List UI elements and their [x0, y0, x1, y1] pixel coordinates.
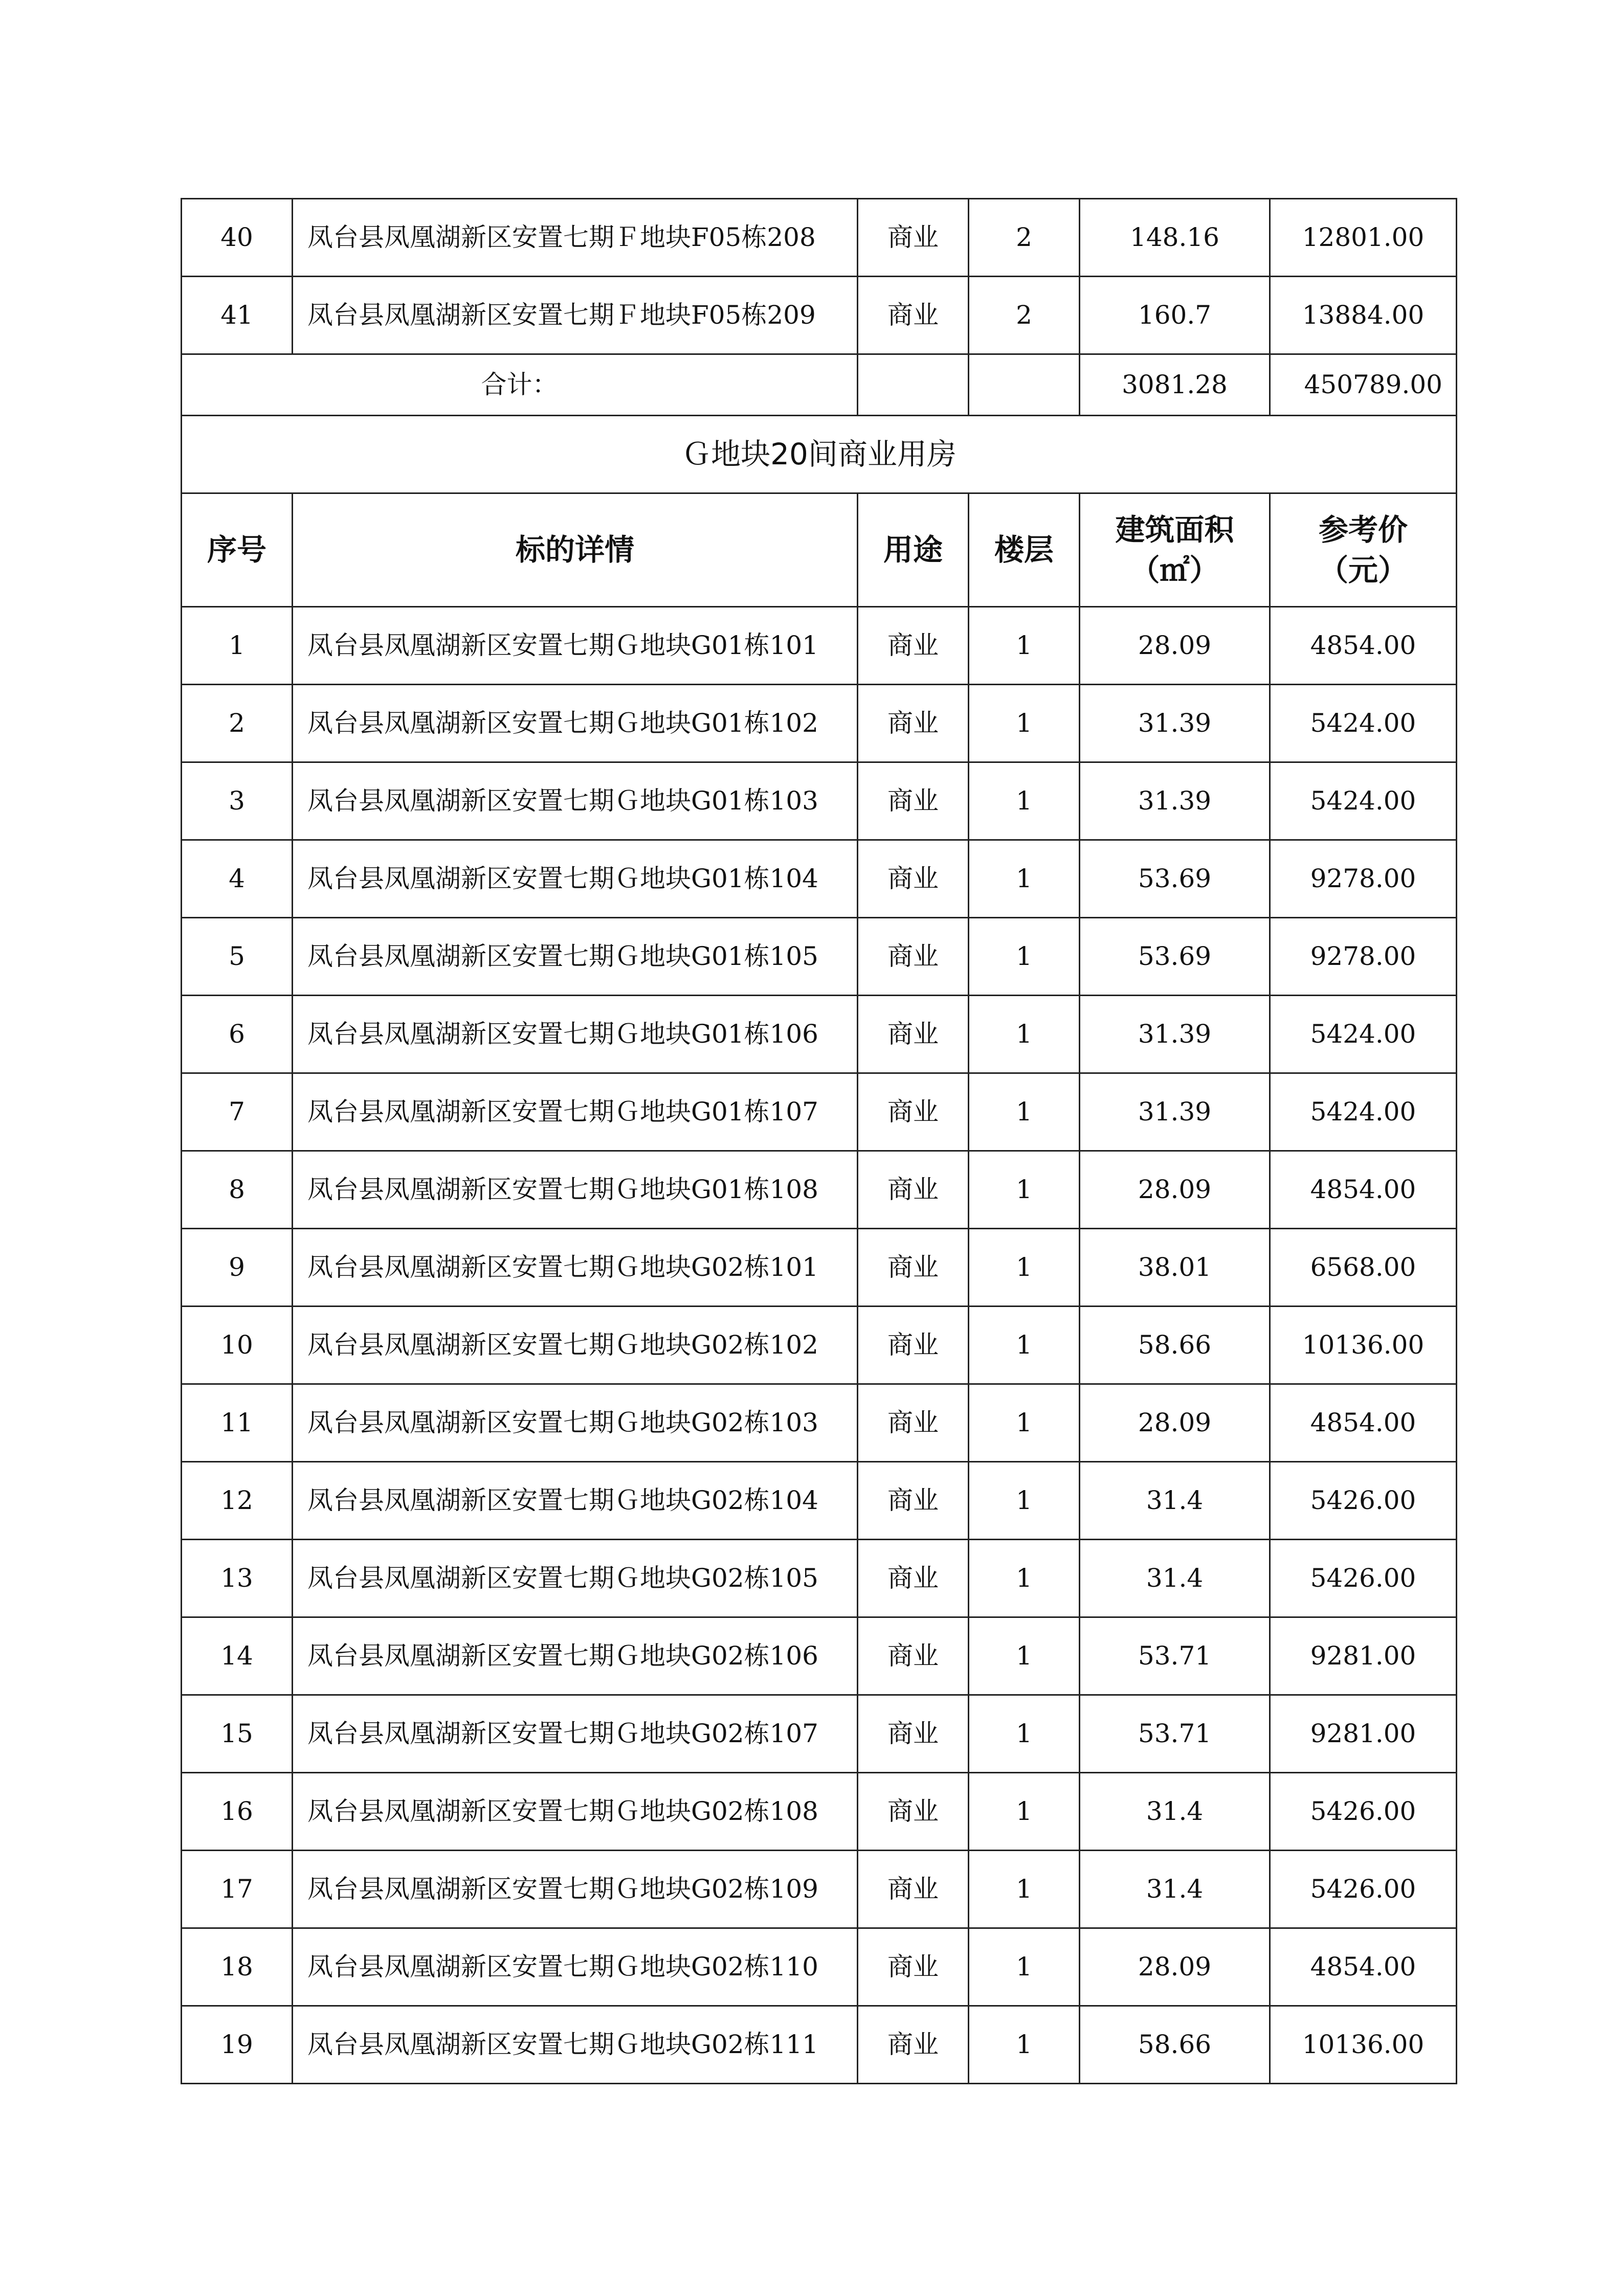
section-title: Ｇ地块20间商业用房: [182, 416, 1457, 493]
header-price-line1: 参考价: [1318, 512, 1408, 548]
property-listing-table: [181, 198, 1457, 2084]
cell-price: 12801.00: [1270, 199, 1457, 277]
cell-no: 16: [182, 1773, 293, 1851]
header-area-line2: （㎡）: [1130, 552, 1219, 588]
header-price: [1270, 493, 1457, 607]
cell-detail: 凤台县凤凰湖新区安置七期Ｇ地块G01栋106: [293, 996, 858, 1073]
cell-area: 53.69: [1080, 840, 1270, 918]
cell-floor: 1: [969, 1695, 1080, 1773]
cell-area: 53.69: [1080, 918, 1270, 996]
section-row: [182, 416, 1457, 493]
total-row: [182, 354, 1457, 416]
total-empty-use: [858, 354, 969, 416]
cell-use: 商业: [858, 277, 969, 354]
header-use: 用途: [858, 493, 969, 607]
cell-area: 38.01: [1080, 1229, 1270, 1307]
cell-area: 31.39: [1080, 762, 1270, 840]
cell-price: 5426.00: [1270, 1540, 1457, 1617]
cell-detail: 凤台县凤凰湖新区安置七期Ｇ地块G01栋104: [293, 840, 858, 918]
cell-no: 8: [182, 1151, 293, 1229]
table-row: [182, 1540, 1457, 1617]
cell-price: 9281.00: [1270, 1695, 1457, 1773]
cell-use: 商业: [858, 2006, 969, 2084]
cell-price: 5426.00: [1270, 1851, 1457, 1928]
total-price: 450789.00: [1270, 354, 1457, 416]
cell-area: 148.16: [1080, 199, 1270, 277]
cell-detail: 凤台县凤凰湖新区安置七期Ｇ地块G02栋101: [293, 1229, 858, 1307]
cell-floor: 1: [969, 1307, 1080, 1384]
cell-no: 41: [182, 277, 293, 354]
cell-area: 58.66: [1080, 1307, 1270, 1384]
cell-price: 5424.00: [1270, 762, 1457, 840]
cell-floor: 1: [969, 1540, 1080, 1617]
header-area-line1: 建筑面积: [1115, 512, 1234, 548]
total-area: 3081.28: [1080, 354, 1270, 416]
cell-use: 商业: [858, 918, 969, 996]
cell-floor: 1: [969, 1229, 1080, 1307]
table-row: [182, 1151, 1457, 1229]
cell-price: 9278.00: [1270, 918, 1457, 996]
cell-floor: 1: [969, 1928, 1080, 2006]
cell-floor: 1: [969, 762, 1080, 840]
total-empty-floor: [969, 354, 1080, 416]
cell-floor: 1: [969, 996, 1080, 1073]
cell-floor: 1: [969, 840, 1080, 918]
cell-use: 商业: [858, 1851, 969, 1928]
cell-no: 3: [182, 762, 293, 840]
table-row: [182, 1773, 1457, 1851]
cell-no: 1: [182, 607, 293, 685]
header-price-line2: （元）: [1318, 552, 1408, 588]
table-row: [182, 1384, 1457, 1462]
cell-floor: 1: [969, 685, 1080, 762]
cell-no: 40: [182, 199, 293, 277]
cell-no: 17: [182, 1851, 293, 1928]
cell-detail: 凤台县凤凰湖新区安置七期Ｇ地块G02栋107: [293, 1695, 858, 1773]
header-floor: 楼层: [969, 493, 1080, 607]
cell-detail: 凤台县凤凰湖新区安置七期Ｇ地块G02栋106: [293, 1617, 858, 1695]
cell-floor: 1: [969, 1773, 1080, 1851]
cell-detail: 凤台县凤凰湖新区安置七期Ｇ地块G01栋103: [293, 762, 858, 840]
cell-use: 商业: [858, 1151, 969, 1229]
cell-use: 商业: [858, 1617, 969, 1695]
cell-detail: 凤台县凤凰湖新区安置七期Ｇ地块G02栋108: [293, 1773, 858, 1851]
cell-price: 5426.00: [1270, 1462, 1457, 1540]
cell-no: 12: [182, 1462, 293, 1540]
cell-use: 商业: [858, 199, 969, 277]
cell-use: 商业: [858, 1307, 969, 1384]
cell-area: 31.4: [1080, 1851, 1270, 1928]
cell-use: 商业: [858, 1773, 969, 1851]
cell-no: 13: [182, 1540, 293, 1617]
cell-price: 4854.00: [1270, 1928, 1457, 2006]
table-row-prev-0: [182, 199, 1457, 277]
header-row: [182, 493, 1457, 607]
table-row: [182, 1695, 1457, 1773]
cell-area: 28.09: [1080, 1151, 1270, 1229]
cell-use: 商业: [858, 1462, 969, 1540]
cell-floor: 1: [969, 1462, 1080, 1540]
cell-area: 53.71: [1080, 1695, 1270, 1773]
cell-no: 9: [182, 1229, 293, 1307]
table-row: [182, 762, 1457, 840]
table-row: [182, 1462, 1457, 1540]
cell-area: 31.39: [1080, 685, 1270, 762]
cell-no: 11: [182, 1384, 293, 1462]
cell-floor: 1: [969, 1151, 1080, 1229]
cell-floor: 1: [969, 607, 1080, 685]
cell-use: 商业: [858, 840, 969, 918]
cell-detail: 凤台县凤凰湖新区安置七期Ｇ地块G01栋107: [293, 1073, 858, 1151]
cell-detail: 凤台县凤凰湖新区安置七期Ｇ地块G02栋102: [293, 1307, 858, 1384]
cell-floor: 1: [969, 1384, 1080, 1462]
cell-use: 商业: [858, 1540, 969, 1617]
cell-detail: 凤台县凤凰湖新区安置七期Ｇ地块G02栋105: [293, 1540, 858, 1617]
cell-area: 31.39: [1080, 996, 1270, 1073]
cell-price: 10136.00: [1270, 2006, 1457, 2084]
cell-price: 10136.00: [1270, 1307, 1457, 1384]
cell-price: 9278.00: [1270, 840, 1457, 918]
cell-area: 28.09: [1080, 1928, 1270, 2006]
cell-price: 5424.00: [1270, 1073, 1457, 1151]
cell-use: 商业: [858, 762, 969, 840]
cell-use: 商业: [858, 996, 969, 1073]
cell-area: 58.66: [1080, 2006, 1270, 2084]
cell-no: 18: [182, 1928, 293, 2006]
table-row: [182, 1928, 1457, 2006]
cell-area: 53.71: [1080, 1617, 1270, 1695]
table-row: [182, 840, 1457, 918]
cell-area: 28.09: [1080, 1384, 1270, 1462]
cell-use: 商业: [858, 1695, 969, 1773]
cell-floor: 1: [969, 918, 1080, 996]
cell-detail: 凤台县凤凰湖新区安置七期Ｆ地块F05栋209: [293, 277, 858, 354]
cell-detail: 凤台县凤凰湖新区安置七期Ｇ地块G02栋103: [293, 1384, 858, 1462]
cell-price: 4854.00: [1270, 1384, 1457, 1462]
cell-no: 2: [182, 685, 293, 762]
cell-no: 15: [182, 1695, 293, 1773]
cell-floor: 1: [969, 1073, 1080, 1151]
cell-use: 商业: [858, 1073, 969, 1151]
table-row: [182, 1229, 1457, 1307]
cell-area: 28.09: [1080, 607, 1270, 685]
cell-floor: 2: [969, 199, 1080, 277]
table-row: [182, 685, 1457, 762]
cell-detail: 凤台县凤凰湖新区安置七期Ｇ地块G01栋102: [293, 685, 858, 762]
table-row-prev-1: [182, 277, 1457, 354]
table-body: [182, 199, 1457, 2084]
header-no: 序号: [182, 493, 293, 607]
table-row: [182, 1073, 1457, 1151]
total-label: 合计：: [182, 354, 858, 416]
cell-price: 5424.00: [1270, 996, 1457, 1073]
cell-floor: 1: [969, 1851, 1080, 1928]
table-row: [182, 1307, 1457, 1384]
cell-detail: 凤台县凤凰湖新区安置七期Ｇ地块G02栋111: [293, 2006, 858, 2084]
cell-no: 5: [182, 918, 293, 996]
cell-price: 5426.00: [1270, 1773, 1457, 1851]
cell-use: 商业: [858, 607, 969, 685]
cell-no: 7: [182, 1073, 293, 1151]
cell-area: 31.4: [1080, 1462, 1270, 1540]
table-row: [182, 2006, 1457, 2084]
cell-price: 9281.00: [1270, 1617, 1457, 1695]
cell-price: 13884.00: [1270, 277, 1457, 354]
cell-area: 31.4: [1080, 1773, 1270, 1851]
cell-detail: 凤台县凤凰湖新区安置七期Ｇ地块G02栋104: [293, 1462, 858, 1540]
cell-no: 4: [182, 840, 293, 918]
cell-no: 19: [182, 2006, 293, 2084]
cell-detail: 凤台县凤凰湖新区安置七期Ｇ地块G01栋105: [293, 918, 858, 996]
cell-price: 4854.00: [1270, 607, 1457, 685]
cell-floor: 1: [969, 1617, 1080, 1695]
table-row: [182, 918, 1457, 996]
cell-detail: 凤台县凤凰湖新区安置七期Ｇ地块G01栋101: [293, 607, 858, 685]
cell-use: 商业: [858, 685, 969, 762]
cell-use: 商业: [858, 1384, 969, 1462]
table-row: [182, 607, 1457, 685]
cell-no: 14: [182, 1617, 293, 1695]
cell-price: 5424.00: [1270, 685, 1457, 762]
cell-price: 4854.00: [1270, 1151, 1457, 1229]
cell-floor: 2: [969, 277, 1080, 354]
cell-detail: 凤台县凤凰湖新区安置七期Ｇ地块G01栋108: [293, 1151, 858, 1229]
cell-floor: 1: [969, 2006, 1080, 2084]
header-area: [1080, 493, 1270, 607]
cell-use: 商业: [858, 1229, 969, 1307]
cell-detail: 凤台县凤凰湖新区安置七期Ｇ地块G02栋110: [293, 1928, 858, 2006]
cell-area: 160.7: [1080, 277, 1270, 354]
table-row: [182, 1617, 1457, 1695]
cell-price: 6568.00: [1270, 1229, 1457, 1307]
cell-detail: 凤台县凤凰湖新区安置七期Ｇ地块G02栋109: [293, 1851, 858, 1928]
cell-area: 31.4: [1080, 1540, 1270, 1617]
cell-use: 商业: [858, 1928, 969, 2006]
header-detail: 标的详情: [293, 493, 858, 607]
cell-no: 6: [182, 996, 293, 1073]
cell-area: 31.39: [1080, 1073, 1270, 1151]
cell-no: 10: [182, 1307, 293, 1384]
table-row: [182, 1851, 1457, 1928]
table-row: [182, 996, 1457, 1073]
cell-detail: 凤台县凤凰湖新区安置七期Ｆ地块F05栋208: [293, 199, 858, 277]
